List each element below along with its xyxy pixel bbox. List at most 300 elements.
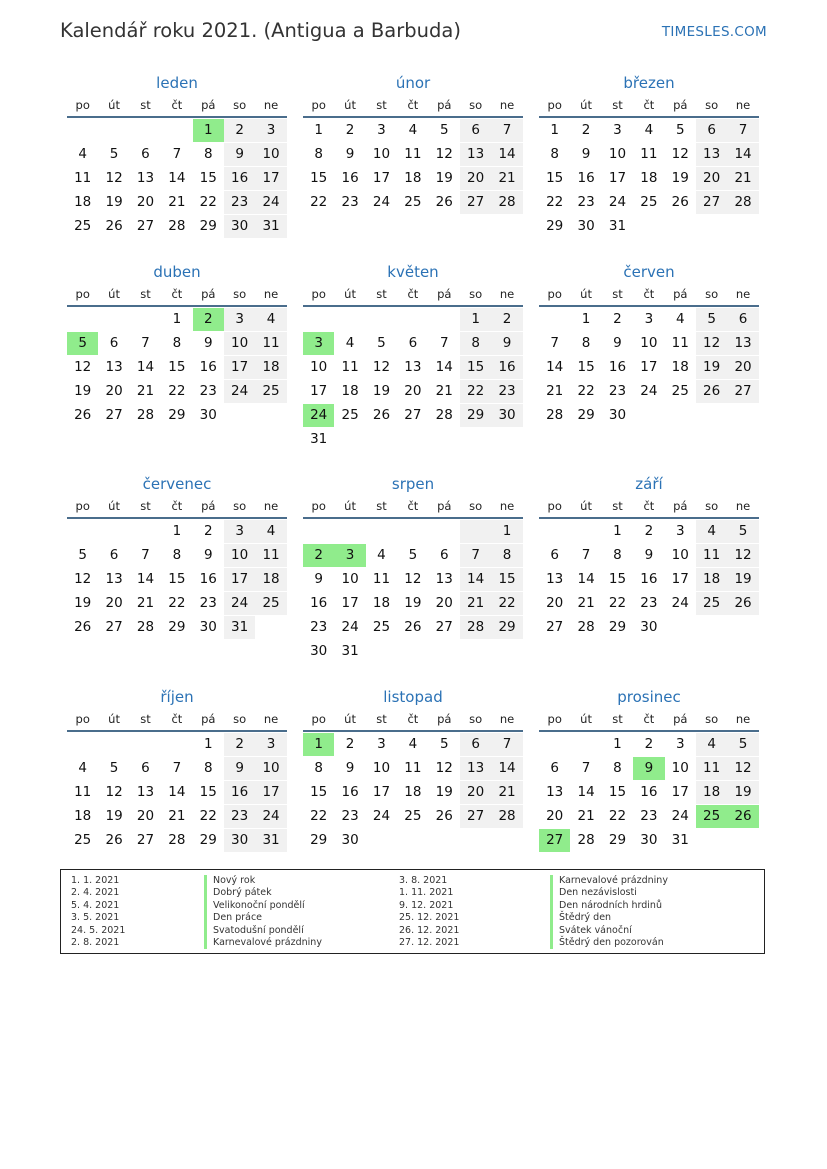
day-cell: 19 <box>727 568 758 591</box>
week-row <box>539 805 759 829</box>
day-cell: 27 <box>105 619 123 635</box>
day-cell: 2 <box>345 122 355 138</box>
day-cell: 21 <box>491 781 522 804</box>
day-cell: 7 <box>141 547 150 563</box>
weekday-label: ne <box>735 712 751 726</box>
day-cell: 19 <box>404 595 422 611</box>
day-cell: 8 <box>203 760 213 776</box>
day-cell: 4 <box>255 520 286 543</box>
day-cell: 4 <box>408 736 418 752</box>
day-cell: 9 <box>633 757 664 780</box>
day-cell: 12 <box>435 146 453 162</box>
empty-day-cell <box>397 640 428 663</box>
legend-holiday-name: Nový rok <box>204 875 322 887</box>
day-cell: 15 <box>577 359 595 375</box>
day-cell: 21 <box>577 595 595 611</box>
week-row <box>67 616 287 640</box>
legend-holiday-date: 27. 12. 2021 <box>399 936 460 948</box>
day-cell: 31 <box>255 215 286 238</box>
day-cell: 24 <box>341 619 359 635</box>
day-cell: 2 <box>644 523 654 539</box>
day-cell: 2 <box>303 544 334 567</box>
day-cell: 22 <box>546 194 564 210</box>
week-row <box>67 520 287 544</box>
weekday-label: pá <box>673 287 688 301</box>
empty-day-cell <box>397 520 428 543</box>
day-cell: 22 <box>310 808 328 824</box>
day-cell: 5 <box>109 146 119 162</box>
day-cell: 13 <box>136 170 155 186</box>
week-row <box>303 143 523 167</box>
week-row <box>539 404 759 428</box>
month-name: říjen <box>160 688 194 706</box>
weekday-label: po <box>311 287 326 301</box>
weekday-label: po <box>547 499 562 513</box>
empty-day-cell <box>633 404 664 427</box>
weekday-label: so <box>233 499 247 513</box>
day-cell: 13 <box>136 784 155 800</box>
week-row <box>67 380 287 404</box>
weekday-label: ne <box>735 98 751 112</box>
day-cell: 20 <box>460 781 491 804</box>
week-row <box>539 308 759 332</box>
day-cell: 10 <box>608 146 627 162</box>
day-cell: 29 <box>199 832 217 848</box>
legend-holiday-name: Den práce <box>204 912 322 924</box>
day-cell: 29 <box>168 407 186 423</box>
day-cell: 27 <box>696 191 727 214</box>
day-cell: 16 <box>341 170 359 186</box>
day-cell: 8 <box>172 547 182 563</box>
weekday-label: so <box>469 499 483 513</box>
day-cell: 15 <box>310 784 328 800</box>
day-cell: 29 <box>310 832 328 848</box>
weekday-label: čt <box>171 712 183 726</box>
week-row <box>303 119 523 143</box>
empty-day-cell <box>334 428 365 451</box>
day-cell: 26 <box>372 407 391 423</box>
day-cell: 2 <box>644 736 654 752</box>
day-cell: 10 <box>224 332 255 355</box>
month-block <box>303 473 523 664</box>
day-cell: 2 <box>345 736 355 752</box>
day-cell: 17 <box>640 359 658 375</box>
day-cell: 12 <box>727 544 758 567</box>
day-cell: 17 <box>671 571 689 587</box>
empty-day-cell <box>98 520 129 543</box>
day-cell: 9 <box>345 146 355 162</box>
day-cell: 7 <box>172 146 182 162</box>
week-row <box>539 356 759 380</box>
day-cell: 1 <box>613 736 622 752</box>
weekday-label: ne <box>499 712 515 726</box>
day-cell: 1 <box>550 122 559 138</box>
week-row <box>303 191 523 215</box>
weekday-label: út <box>344 712 356 726</box>
month-block <box>67 473 287 640</box>
day-cell: 7 <box>581 760 591 776</box>
day-cell: 11 <box>372 571 391 587</box>
legend-holiday-date: 1. 11. 2021 <box>399 887 454 899</box>
empty-day-cell <box>98 308 129 331</box>
weekday-label: čt <box>643 499 655 513</box>
weekday-label: st <box>140 287 151 301</box>
day-cell: 9 <box>644 547 654 563</box>
day-cell: 22 <box>199 808 217 824</box>
day-cell: 10 <box>310 359 328 375</box>
day-cell: 20 <box>105 595 123 611</box>
week-row <box>303 428 523 452</box>
day-cell: 14 <box>546 359 564 375</box>
day-cell: 26 <box>435 194 453 210</box>
day-cell: 23 <box>224 191 255 214</box>
week-row <box>303 781 523 805</box>
empty-day-cell <box>727 404 758 427</box>
week-row <box>303 757 523 781</box>
day-cell: 30 <box>199 407 217 423</box>
day-cell: 15 <box>608 571 627 587</box>
weekday-label: so <box>469 712 483 726</box>
weekday-label: so <box>705 98 719 112</box>
weekday-label: po <box>547 287 562 301</box>
empty-day-cell <box>665 215 696 238</box>
day-cell: 5 <box>439 736 449 752</box>
weekday-label: čt <box>407 98 419 112</box>
day-cell: 8 <box>550 146 559 162</box>
week-row <box>303 380 523 404</box>
weekday-label: st <box>140 712 151 726</box>
day-cell: 3 <box>675 736 685 752</box>
weekday-label: po <box>547 712 562 726</box>
day-cell: 24 <box>671 595 689 611</box>
day-cell: 19 <box>74 383 92 399</box>
day-cell: 17 <box>608 170 627 186</box>
week-row <box>303 616 523 640</box>
week-row <box>67 356 287 380</box>
weekday-label: čt <box>171 499 183 513</box>
day-cell: 9 <box>314 571 323 587</box>
day-cell: 3 <box>334 544 365 567</box>
day-cell: 17 <box>310 383 328 399</box>
day-cell: 5 <box>696 308 727 331</box>
weekday-label: út <box>108 287 120 301</box>
day-cell: 24 <box>224 380 255 403</box>
week-row <box>67 143 287 167</box>
day-cell: 25 <box>341 407 359 423</box>
day-cell: 16 <box>577 170 595 186</box>
day-cell: 23 <box>224 805 255 828</box>
legend-holiday-name: Karnevalové prázdniny <box>204 937 322 949</box>
week-row <box>67 215 287 239</box>
day-cell: 19 <box>671 170 689 186</box>
weekday-label: ne <box>263 98 279 112</box>
day-cell: 12 <box>74 571 92 587</box>
weekday-label: so <box>233 712 247 726</box>
weekday-label: so <box>233 98 247 112</box>
day-cell: 21 <box>727 167 758 190</box>
day-cell: 25 <box>671 383 689 399</box>
day-cell: 7 <box>727 119 758 142</box>
day-cell: 23 <box>640 808 658 824</box>
weekday-header <box>539 94 759 118</box>
day-cell: 24 <box>224 592 255 615</box>
day-cell: 17 <box>372 784 391 800</box>
weekday-label: pá <box>437 287 452 301</box>
day-cell: 22 <box>608 808 627 824</box>
day-cell: 21 <box>491 167 522 190</box>
legend-holiday-name: Karnevalové prázdniny <box>550 875 668 887</box>
day-cell: 21 <box>577 808 595 824</box>
day-cell: 22 <box>199 194 217 210</box>
weekday-label: po <box>547 98 562 112</box>
weekday-label: čt <box>171 287 183 301</box>
day-cell: 28 <box>491 191 522 214</box>
day-cell: 11 <box>74 784 92 800</box>
day-cell: 3 <box>377 736 386 752</box>
day-cell: 7 <box>460 544 491 567</box>
empty-day-cell <box>429 428 460 451</box>
day-cell: 10 <box>372 146 391 162</box>
empty-day-cell <box>429 308 460 331</box>
site-link[interactable]: TIMESLES.COM <box>661 24 767 40</box>
empty-day-cell <box>696 829 727 852</box>
legend-holiday-date: 2. 8. 2021 <box>71 936 120 948</box>
weekday-label: so <box>705 499 719 513</box>
legend-names-right <box>550 875 668 949</box>
day-cell: 26 <box>404 619 422 635</box>
day-cell: 6 <box>460 119 491 142</box>
empty-day-cell <box>130 520 161 543</box>
day-cell: 7 <box>172 760 182 776</box>
day-cell: 28 <box>168 832 186 848</box>
month-name: listopad <box>383 688 443 706</box>
month-name: červen <box>623 263 675 281</box>
day-cell: 6 <box>696 119 727 142</box>
day-cell: 10 <box>372 760 391 776</box>
weekday-label: pá <box>201 499 216 513</box>
day-cell: 1 <box>491 520 522 543</box>
empty-day-cell <box>366 308 397 331</box>
day-cell: 18 <box>372 595 391 611</box>
legend-holiday-name: Den nezávislosti <box>550 887 668 899</box>
weekday-label: út <box>108 98 120 112</box>
day-cell: 8 <box>613 547 622 563</box>
empty-day-cell <box>429 829 460 852</box>
empty-day-cell <box>539 308 570 331</box>
legend-holiday-name: Dobrý pátek <box>204 887 322 899</box>
day-cell: 2 <box>193 308 224 331</box>
weekday-label: ne <box>263 287 279 301</box>
day-cell: 16 <box>224 167 255 190</box>
weekday-label: po <box>75 499 90 513</box>
legend-names-left <box>204 875 322 949</box>
day-cell: 6 <box>109 335 119 351</box>
month-name: leden <box>156 74 198 92</box>
day-cell: 1 <box>581 311 591 327</box>
weekday-label: ne <box>499 287 515 301</box>
empty-day-cell <box>334 308 365 331</box>
legend-holiday-name: Svátek vánoční <box>550 925 668 937</box>
week-row <box>539 119 759 143</box>
day-cell: 29 <box>168 619 186 635</box>
empty-day-cell <box>460 829 491 852</box>
day-cell: 4 <box>345 335 355 351</box>
day-cell: 6 <box>550 547 559 563</box>
week-row <box>67 332 287 356</box>
week-row <box>303 544 523 568</box>
day-cell: 22 <box>168 595 186 611</box>
day-cell: 4 <box>78 146 87 162</box>
day-cell: 26 <box>727 592 758 615</box>
day-cell: 11 <box>341 359 359 375</box>
day-cell: 11 <box>696 544 727 567</box>
weekday-label: st <box>612 98 623 112</box>
day-cell: 18 <box>341 383 359 399</box>
week-row <box>303 640 523 664</box>
weekday-label: pá <box>437 499 452 513</box>
day-cell: 18 <box>255 356 286 379</box>
day-cell: 23 <box>199 595 217 611</box>
day-cell: 25 <box>74 218 92 234</box>
day-cell: 21 <box>546 383 564 399</box>
week-row <box>539 380 759 404</box>
day-cell: 5 <box>377 335 386 351</box>
day-cell: 24 <box>640 383 658 399</box>
day-cell: 19 <box>435 170 453 186</box>
week-row <box>67 544 287 568</box>
day-cell: 4 <box>78 760 87 776</box>
day-cell: 3 <box>224 308 255 331</box>
day-cell: 28 <box>435 407 453 423</box>
weekday-label: čt <box>643 712 655 726</box>
day-cell: 3 <box>255 733 286 756</box>
day-cell: 25 <box>74 832 92 848</box>
day-cell: 30 <box>310 643 328 659</box>
empty-day-cell <box>161 119 192 142</box>
day-cell: 30 <box>491 404 522 427</box>
day-cell: 24 <box>671 808 689 824</box>
day-cell: 5 <box>67 332 98 355</box>
day-cell: 13 <box>460 143 491 166</box>
day-cell: 7 <box>491 733 522 756</box>
weekday-label: po <box>75 98 90 112</box>
day-cell: 21 <box>136 595 155 611</box>
week-row <box>67 167 287 191</box>
month-block <box>303 261 523 452</box>
month-block <box>539 473 759 640</box>
weekday-header <box>67 495 287 519</box>
week-row <box>539 781 759 805</box>
day-cell: 19 <box>372 383 391 399</box>
legend-holiday-name: Štědrý den pozorován <box>550 937 668 949</box>
weekday-header <box>539 283 759 307</box>
weekday-header <box>67 94 287 118</box>
day-cell: 17 <box>224 568 255 591</box>
day-cell: 8 <box>314 760 323 776</box>
day-cell: 8 <box>460 332 491 355</box>
week-row <box>67 829 287 853</box>
day-cell: 27 <box>136 832 155 848</box>
page-title: Kalendář roku 2021. (Antigua a Barbuda) <box>60 19 461 42</box>
day-cell: 25 <box>696 592 727 615</box>
day-cell: 29 <box>546 218 564 234</box>
day-cell: 10 <box>671 760 689 776</box>
day-cell: 19 <box>727 781 758 804</box>
day-cell: 7 <box>581 547 591 563</box>
day-cell: 15 <box>608 784 627 800</box>
day-cell: 14 <box>577 784 595 800</box>
week-row <box>539 592 759 616</box>
day-cell: 6 <box>550 760 559 776</box>
day-cell: 13 <box>546 571 564 587</box>
empty-day-cell <box>665 404 696 427</box>
week-row <box>67 592 287 616</box>
empty-day-cell <box>460 640 491 663</box>
week-row <box>303 520 523 544</box>
empty-day-cell <box>539 733 570 756</box>
day-cell: 25 <box>255 380 286 403</box>
day-cell: 3 <box>224 520 255 543</box>
month-block <box>303 686 523 853</box>
week-row <box>539 616 759 640</box>
empty-day-cell <box>255 616 286 639</box>
day-cell: 22 <box>310 194 328 210</box>
day-cell: 23 <box>199 383 217 399</box>
day-cell: 14 <box>136 571 155 587</box>
day-cell: 23 <box>640 595 658 611</box>
empty-day-cell <box>570 520 601 543</box>
weekday-label: pá <box>437 98 452 112</box>
empty-day-cell <box>67 733 98 756</box>
day-cell: 15 <box>199 170 217 186</box>
day-cell: 18 <box>640 170 658 186</box>
weekday-label: ne <box>735 499 751 513</box>
week-row <box>539 568 759 592</box>
empty-day-cell <box>570 733 601 756</box>
weekday-label: út <box>580 98 592 112</box>
month-block <box>303 72 523 215</box>
day-cell: 12 <box>696 332 727 355</box>
empty-day-cell <box>366 520 397 543</box>
empty-day-cell <box>303 520 334 543</box>
day-cell: 21 <box>435 383 453 399</box>
day-cell: 15 <box>546 170 564 186</box>
empty-day-cell <box>303 308 334 331</box>
day-cell: 2 <box>613 311 622 327</box>
weekday-label: ne <box>735 287 751 301</box>
legend-holiday-date: 2. 4. 2021 <box>71 887 120 899</box>
empty-day-cell <box>67 119 98 142</box>
weekday-label: čt <box>643 287 655 301</box>
day-cell: 26 <box>696 380 727 403</box>
empty-day-cell <box>130 733 161 756</box>
day-cell: 1 <box>203 736 213 752</box>
day-cell: 21 <box>168 808 186 824</box>
day-cell: 4 <box>408 122 418 138</box>
day-cell: 9 <box>613 335 622 351</box>
day-cell: 18 <box>404 784 422 800</box>
day-cell: 17 <box>372 170 391 186</box>
week-row <box>67 568 287 592</box>
empty-day-cell <box>696 215 727 238</box>
day-cell: 20 <box>435 595 453 611</box>
empty-day-cell <box>491 428 522 451</box>
week-row <box>67 404 287 428</box>
empty-day-cell <box>255 404 286 427</box>
weekday-label: ne <box>263 499 279 513</box>
week-row <box>67 308 287 332</box>
day-cell: 9 <box>203 547 213 563</box>
